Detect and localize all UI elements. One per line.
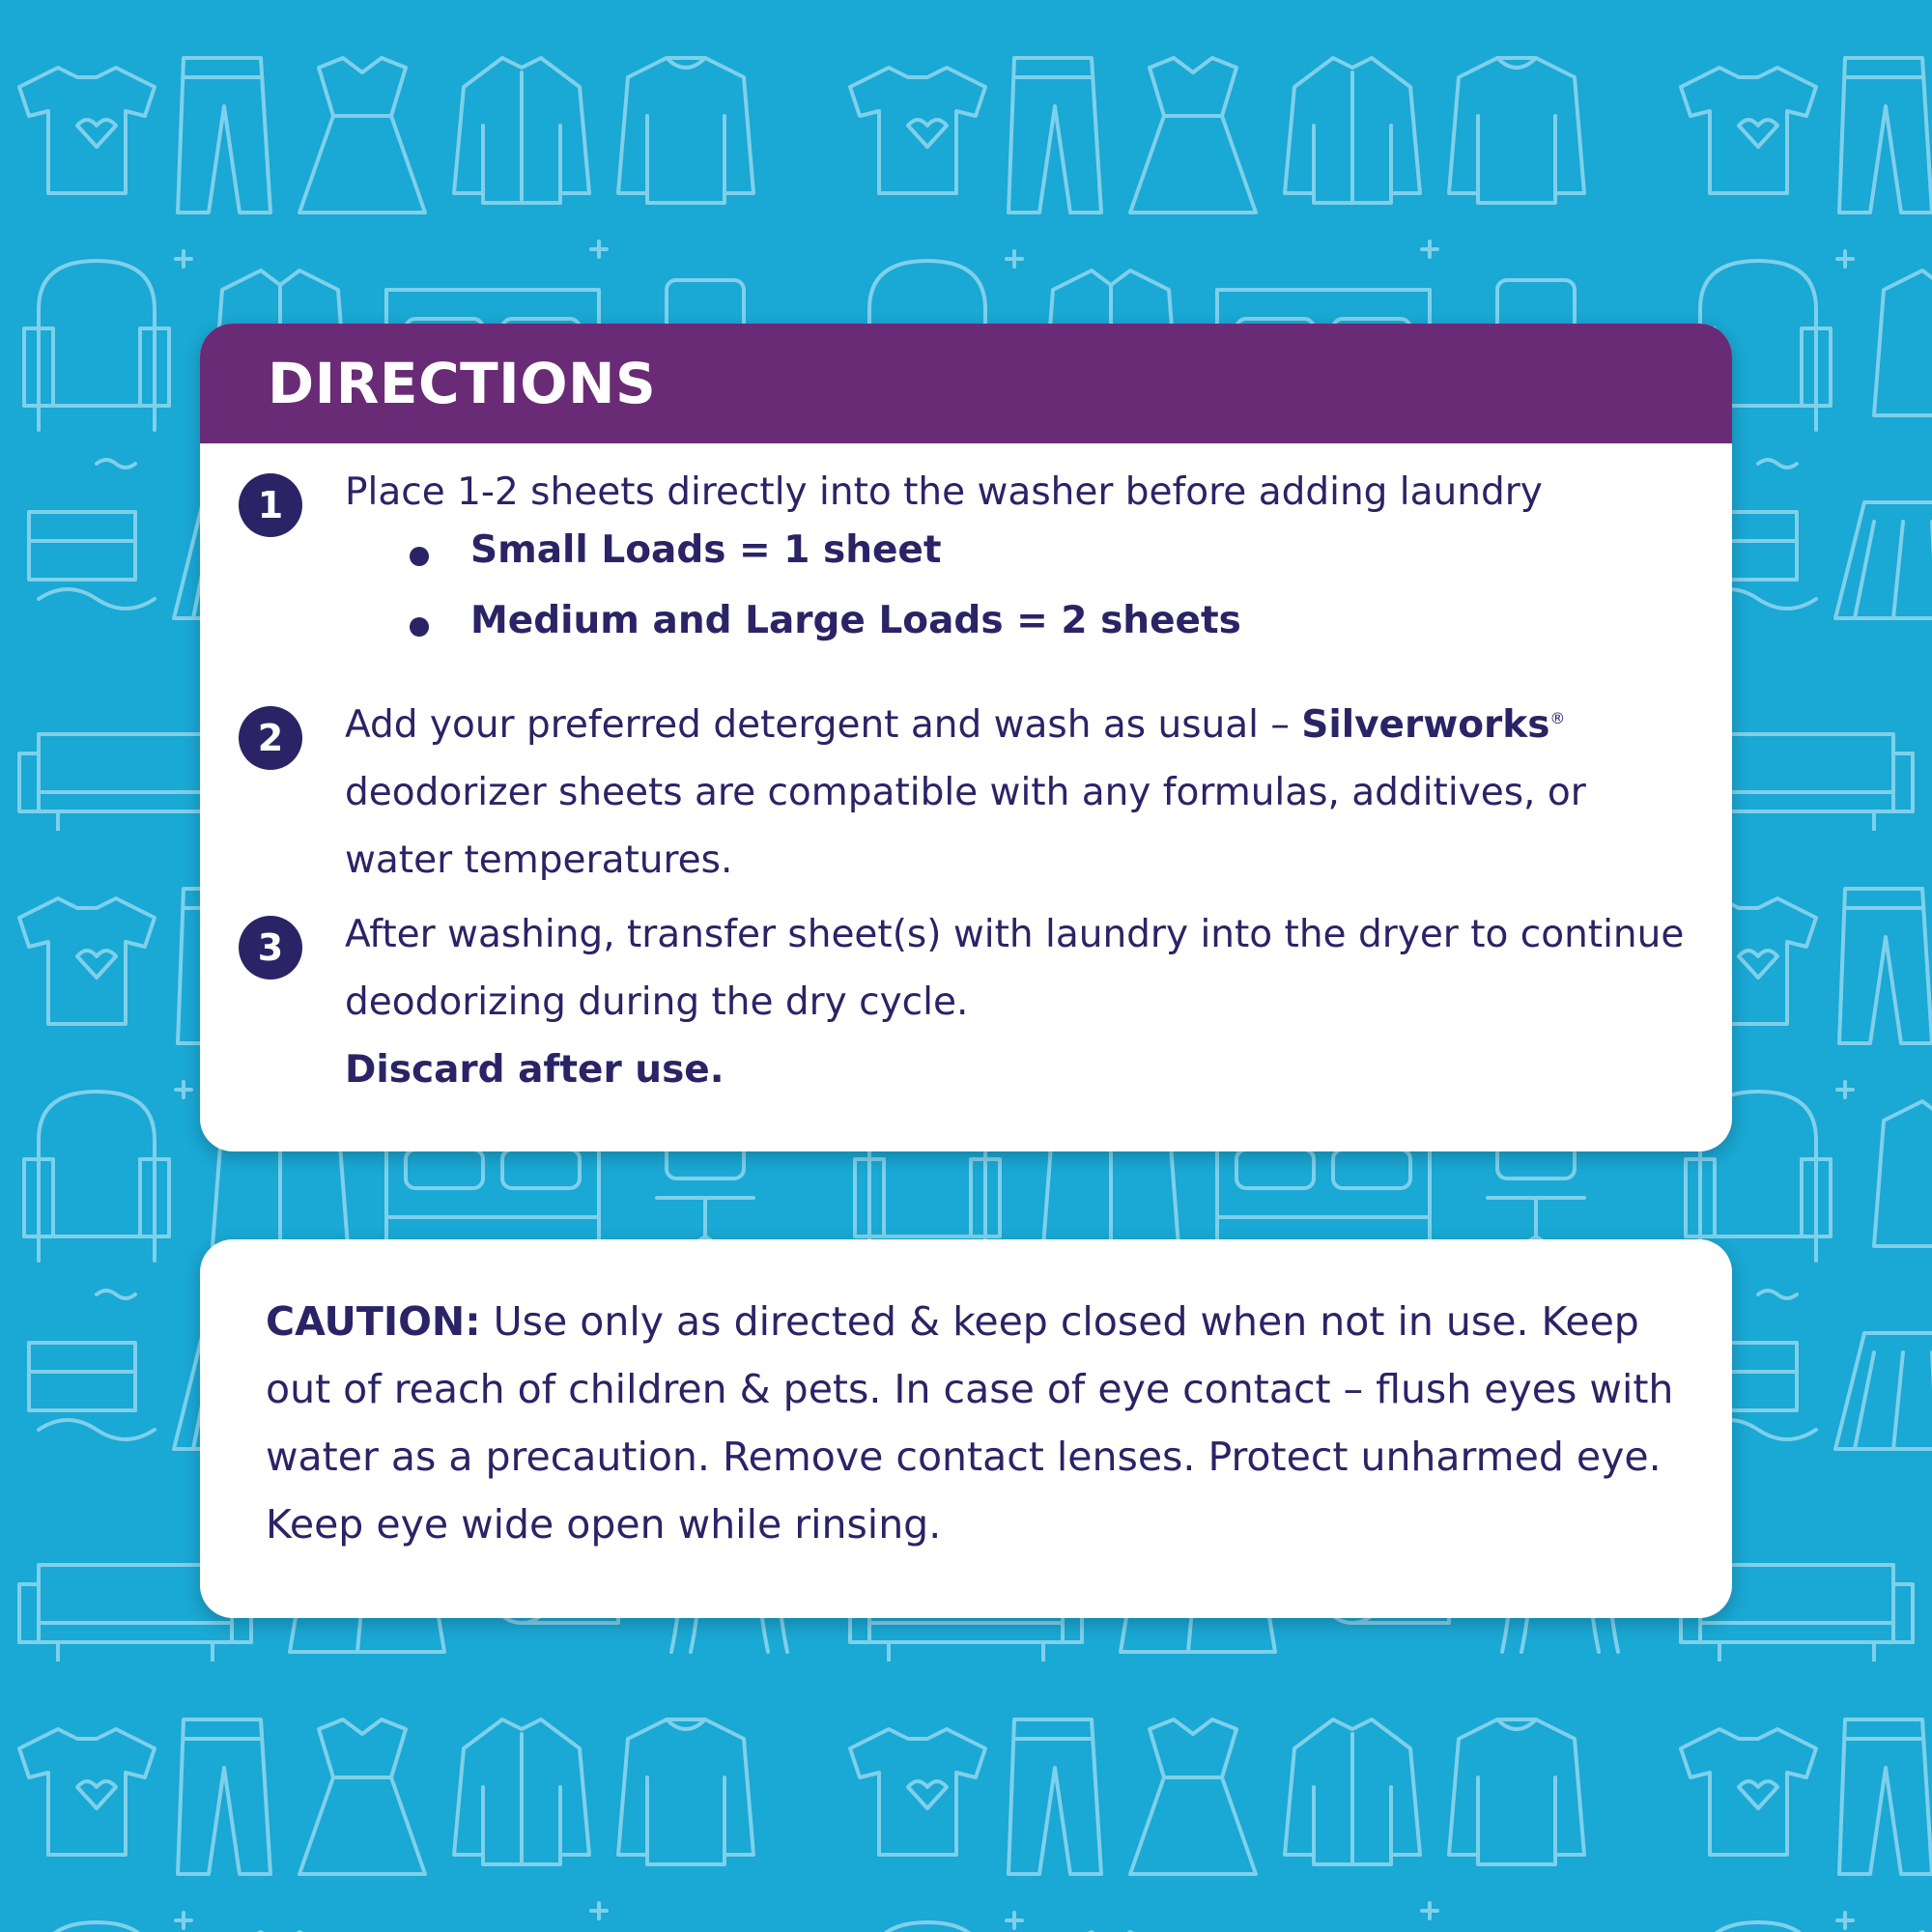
brand-name: Silverworks <box>1301 703 1550 747</box>
step-3-text: After washing, transfer sheet(s) with laundry into the dryer to continue deodorizing during the dry cycle. Discard after use. <box>345 901 1697 1104</box>
step-2-text: Add your preferred detergent and wash as usual – Silverworks® deodorizer sheets are compatible with any formulas, additives, or water temperatures. <box>345 703 1586 882</box>
caution-text <box>266 1288 1686 1558</box>
caution-label: CAUTION: <box>266 1298 481 1345</box>
step-number-2-icon: 2 <box>239 706 302 770</box>
bullet-icon <box>410 617 429 637</box>
directions-header <box>200 324 1732 443</box>
list-item: Small Loads = 1 sheet <box>470 522 942 580</box>
registered-mark: ® <box>1549 709 1566 727</box>
step-1-text: Place 1-2 sheets directly into the washer before adding laundry <box>345 470 1543 514</box>
step-number-1-icon: 1 <box>239 473 302 537</box>
directions-title: DIRECTIONS <box>268 351 657 416</box>
discard-note: Discard after use. <box>345 1048 724 1092</box>
step-number-3-icon: 3 <box>239 916 302 980</box>
bullet-icon <box>410 547 429 566</box>
caution-card <box>200 1239 1732 1618</box>
directions-card <box>200 324 1732 1151</box>
list-item: Medium and Large Loads = 2 sheets <box>470 592 1241 650</box>
caution-body: Use only as directed & keep closed when not in use. Keep out of reach of children & pets. In case of eye contact – flush eyes with water as a precaution. Remove contact lenses. Protect unharmed eye. Keep eye wide open while rinsing. <box>266 1298 1674 1548</box>
